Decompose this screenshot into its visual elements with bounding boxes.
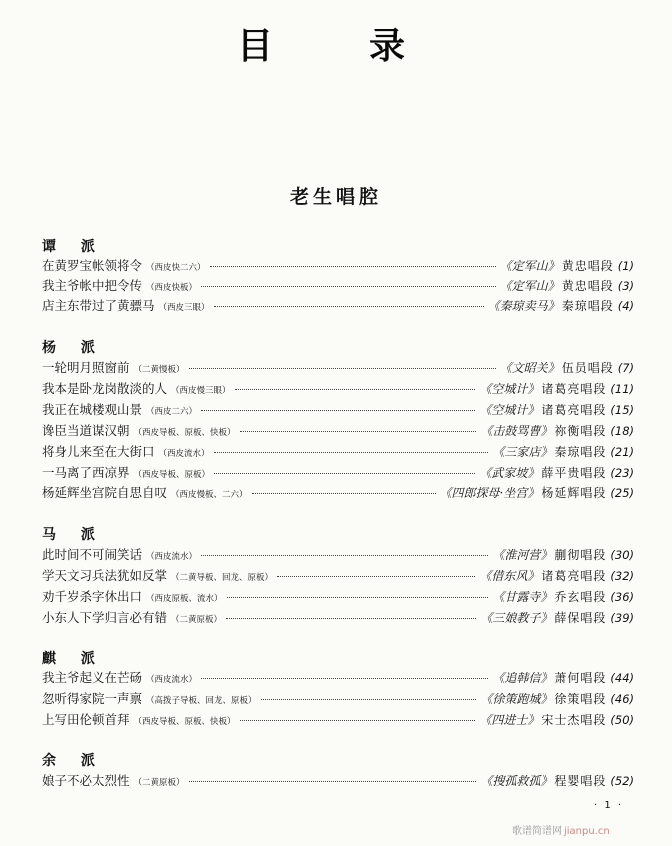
toc-entry[interactable] [42, 379, 634, 397]
entry-song: 上写田伦顿首拜 [42, 712, 130, 727]
entry-page: (21) [610, 445, 634, 459]
leader-dots [189, 368, 496, 369]
leader-dots [214, 306, 484, 307]
entry-song: 谗臣当道谋汉朝 [42, 423, 130, 438]
entry-source: 《四郎探母·坐宫》 [439, 486, 540, 500]
group-heading: 杨 派 [42, 340, 105, 356]
entry-source: 《四进士》 [479, 713, 540, 727]
toc-entry[interactable] [42, 276, 634, 294]
entry-song: 我正在城楼观山景 [42, 402, 143, 417]
entry-role: 黄忠唱段 [561, 279, 614, 293]
leader-dots [235, 389, 476, 390]
toc-entry[interactable] [42, 442, 634, 460]
entry-song: 劝千岁杀字休出口 [42, 589, 143, 604]
entry-page: (11) [610, 382, 634, 396]
entry-song: 一马离了西凉界 [42, 465, 130, 480]
leader-dots [261, 699, 477, 700]
entry-song: 一轮明月照窗前 [42, 360, 130, 375]
entry-song: 小东人下学归言必有错 [42, 610, 168, 625]
entry-note: （西皮导板、原板、快板） [133, 717, 236, 727]
entry-song: 我主爷起义在芒砀 [42, 670, 143, 685]
entry-role: 程婴唱段 [554, 774, 607, 788]
entry-source: 《三娘教子》 [480, 611, 553, 625]
toc-entry[interactable] [42, 771, 634, 789]
leader-dots [201, 555, 488, 556]
entry-page: (30) [610, 548, 634, 562]
entry-note: （西皮原板、流水） [146, 594, 223, 604]
watermark [512, 822, 610, 837]
entry-song: 学天文习兵法犹如反掌 [42, 568, 168, 583]
page-folio: · 1 · [594, 800, 624, 811]
entry-song: 忽听得家院一声禀 [42, 691, 143, 706]
toc-entry[interactable] [42, 256, 634, 274]
entry-song: 我本是卧龙岗散淡的人 [42, 381, 168, 396]
leader-dots [210, 266, 496, 267]
entry-page: (32) [610, 569, 634, 583]
entry-source: 《定军山》 [499, 259, 560, 273]
leader-dots [252, 493, 436, 494]
toc-entry[interactable] [42, 710, 634, 728]
toc-entry[interactable] [42, 566, 634, 584]
entry-song: 将身儿来至在大街口 [42, 444, 155, 459]
entry-note: （西皮快板） [146, 283, 198, 293]
leader-dots [226, 618, 476, 619]
entry-role: 萧何唱段 [554, 671, 607, 685]
entry-note: （西皮流水） [146, 675, 198, 685]
entry-source: 《淮河营》 [492, 548, 553, 562]
entry-page: (39) [610, 611, 634, 625]
entry-note: （二黄导板、回龙、原板） [171, 573, 274, 583]
entry-note: （二黄慢板） [133, 365, 185, 375]
entry-role: 薛平贵唱段 [541, 466, 607, 480]
leader-dots [277, 576, 475, 577]
entry-note: （西皮导板、原板、快板） [133, 428, 236, 438]
entry-song: 店主东带过了黄骠马 [42, 298, 155, 313]
toc-entry[interactable] [42, 421, 634, 439]
entry-role: 蒯彻唱段 [554, 548, 607, 562]
toc-entry[interactable] [42, 400, 634, 418]
entry-page: (18) [610, 424, 634, 438]
toc-entry[interactable] [42, 483, 634, 501]
entry-page: (52) [610, 774, 634, 788]
entry-note: （高拨子导板、回龙、原板） [146, 696, 257, 706]
toc-entry[interactable] [42, 463, 634, 481]
leader-dots [201, 410, 475, 411]
toc-entry[interactable] [42, 358, 634, 376]
entry-source: 《三家店》 [492, 445, 553, 459]
entry-role: 宋士杰唱段 [541, 713, 607, 727]
entry-note: （二黄原板） [171, 615, 223, 625]
toc-entry[interactable] [42, 608, 634, 626]
entry-note: （西皮慢板、二六） [171, 490, 248, 500]
entry-note: （西皮流水） [158, 449, 210, 459]
entry-note: （西皮慢三眼） [171, 386, 231, 396]
entry-note: （西皮二六） [146, 407, 198, 417]
entry-role: 伍员唱段 [561, 361, 614, 375]
entry-page: (25) [610, 486, 634, 500]
entry-source: 《空城计》 [479, 403, 540, 417]
watermark-url: jianpu.cn [564, 826, 610, 837]
toc-entry[interactable] [42, 545, 634, 563]
entry-note: （二黄原板） [133, 778, 185, 788]
group-heading: 麒 派 [42, 651, 105, 667]
entry-role: 诸葛亮唱段 [541, 403, 607, 417]
toc-entry[interactable] [42, 296, 634, 314]
entry-source: 《秦琼卖马》 [487, 299, 560, 313]
entry-source: 《搜孤救孤》 [480, 774, 553, 788]
entry-source: 《武家坡》 [479, 466, 540, 480]
leader-dots [240, 431, 477, 432]
entry-song: 杨延辉坐宫院自思自叹 [42, 485, 168, 500]
entry-role: 秦琼唱段 [561, 299, 614, 313]
watermark-site: 歌谱简谱网 [512, 826, 562, 837]
entry-song: 在黄罗宝帐领将令 [42, 258, 143, 273]
section-title: 老生唱腔 [289, 186, 382, 208]
entry-role: 薛保唱段 [554, 611, 607, 625]
entry-note: （西皮三眼） [158, 303, 210, 313]
entry-page: (50) [610, 713, 634, 727]
entry-source: 《借东风》 [479, 569, 540, 583]
leader-dots [214, 452, 489, 453]
group-heading: 谭 派 [42, 239, 105, 255]
entry-note: （西皮导板、原板） [133, 470, 211, 480]
entry-note: （西皮快二六） [146, 263, 206, 273]
entry-role: 祢衡唱段 [554, 424, 607, 438]
entry-source: 《定军山》 [499, 279, 560, 293]
entry-role: 诸葛亮唱段 [541, 569, 607, 583]
page-title: 目 录 [236, 26, 435, 67]
entry-source: 《甘露寺》 [492, 590, 553, 604]
entry-song: 此时间不可闹笑话 [42, 547, 143, 562]
entry-source: 《徐策跑城》 [480, 692, 553, 706]
entry-page: (23) [610, 466, 634, 480]
entry-role: 杨延辉唱段 [541, 486, 607, 500]
leader-dots [240, 720, 476, 721]
toc-entry[interactable] [42, 689, 634, 707]
entry-role: 秦琼唱段 [554, 445, 607, 459]
entry-note: （西皮流水） [146, 552, 198, 562]
leader-dots [214, 473, 475, 474]
entry-page: (15) [610, 403, 634, 417]
entry-source: 《文昭关》 [499, 361, 560, 375]
group-heading: 余 派 [42, 753, 105, 769]
entry-role: 乔玄唱段 [554, 590, 607, 604]
entry-role: 徐策唱段 [554, 692, 607, 706]
entry-page: (46) [610, 692, 634, 706]
entry-page: (3) [617, 279, 634, 293]
entry-source: 《追韩信》 [492, 671, 553, 685]
entry-source: 《空城计》 [479, 382, 540, 396]
entry-page: (1) [617, 259, 634, 273]
entry-role: 诸葛亮唱段 [541, 382, 607, 396]
leader-dots [189, 781, 477, 782]
toc-entry[interactable] [42, 668, 634, 686]
leader-dots [227, 597, 489, 598]
entry-page: (4) [617, 299, 634, 313]
toc-entry[interactable] [42, 587, 634, 605]
entry-song: 娘子不必太烈性 [42, 773, 130, 788]
entry-page: (7) [617, 361, 634, 375]
entry-page: (36) [610, 590, 634, 604]
leader-dots [201, 286, 496, 287]
group-heading: 马 派 [42, 527, 105, 543]
leader-dots [201, 678, 488, 679]
entry-page: (44) [610, 671, 634, 685]
entry-source: 《击鼓骂曹》 [480, 424, 553, 438]
entry-role: 黄忠唱段 [561, 259, 614, 273]
entry-song: 我主爷帐中把令传 [42, 278, 143, 293]
